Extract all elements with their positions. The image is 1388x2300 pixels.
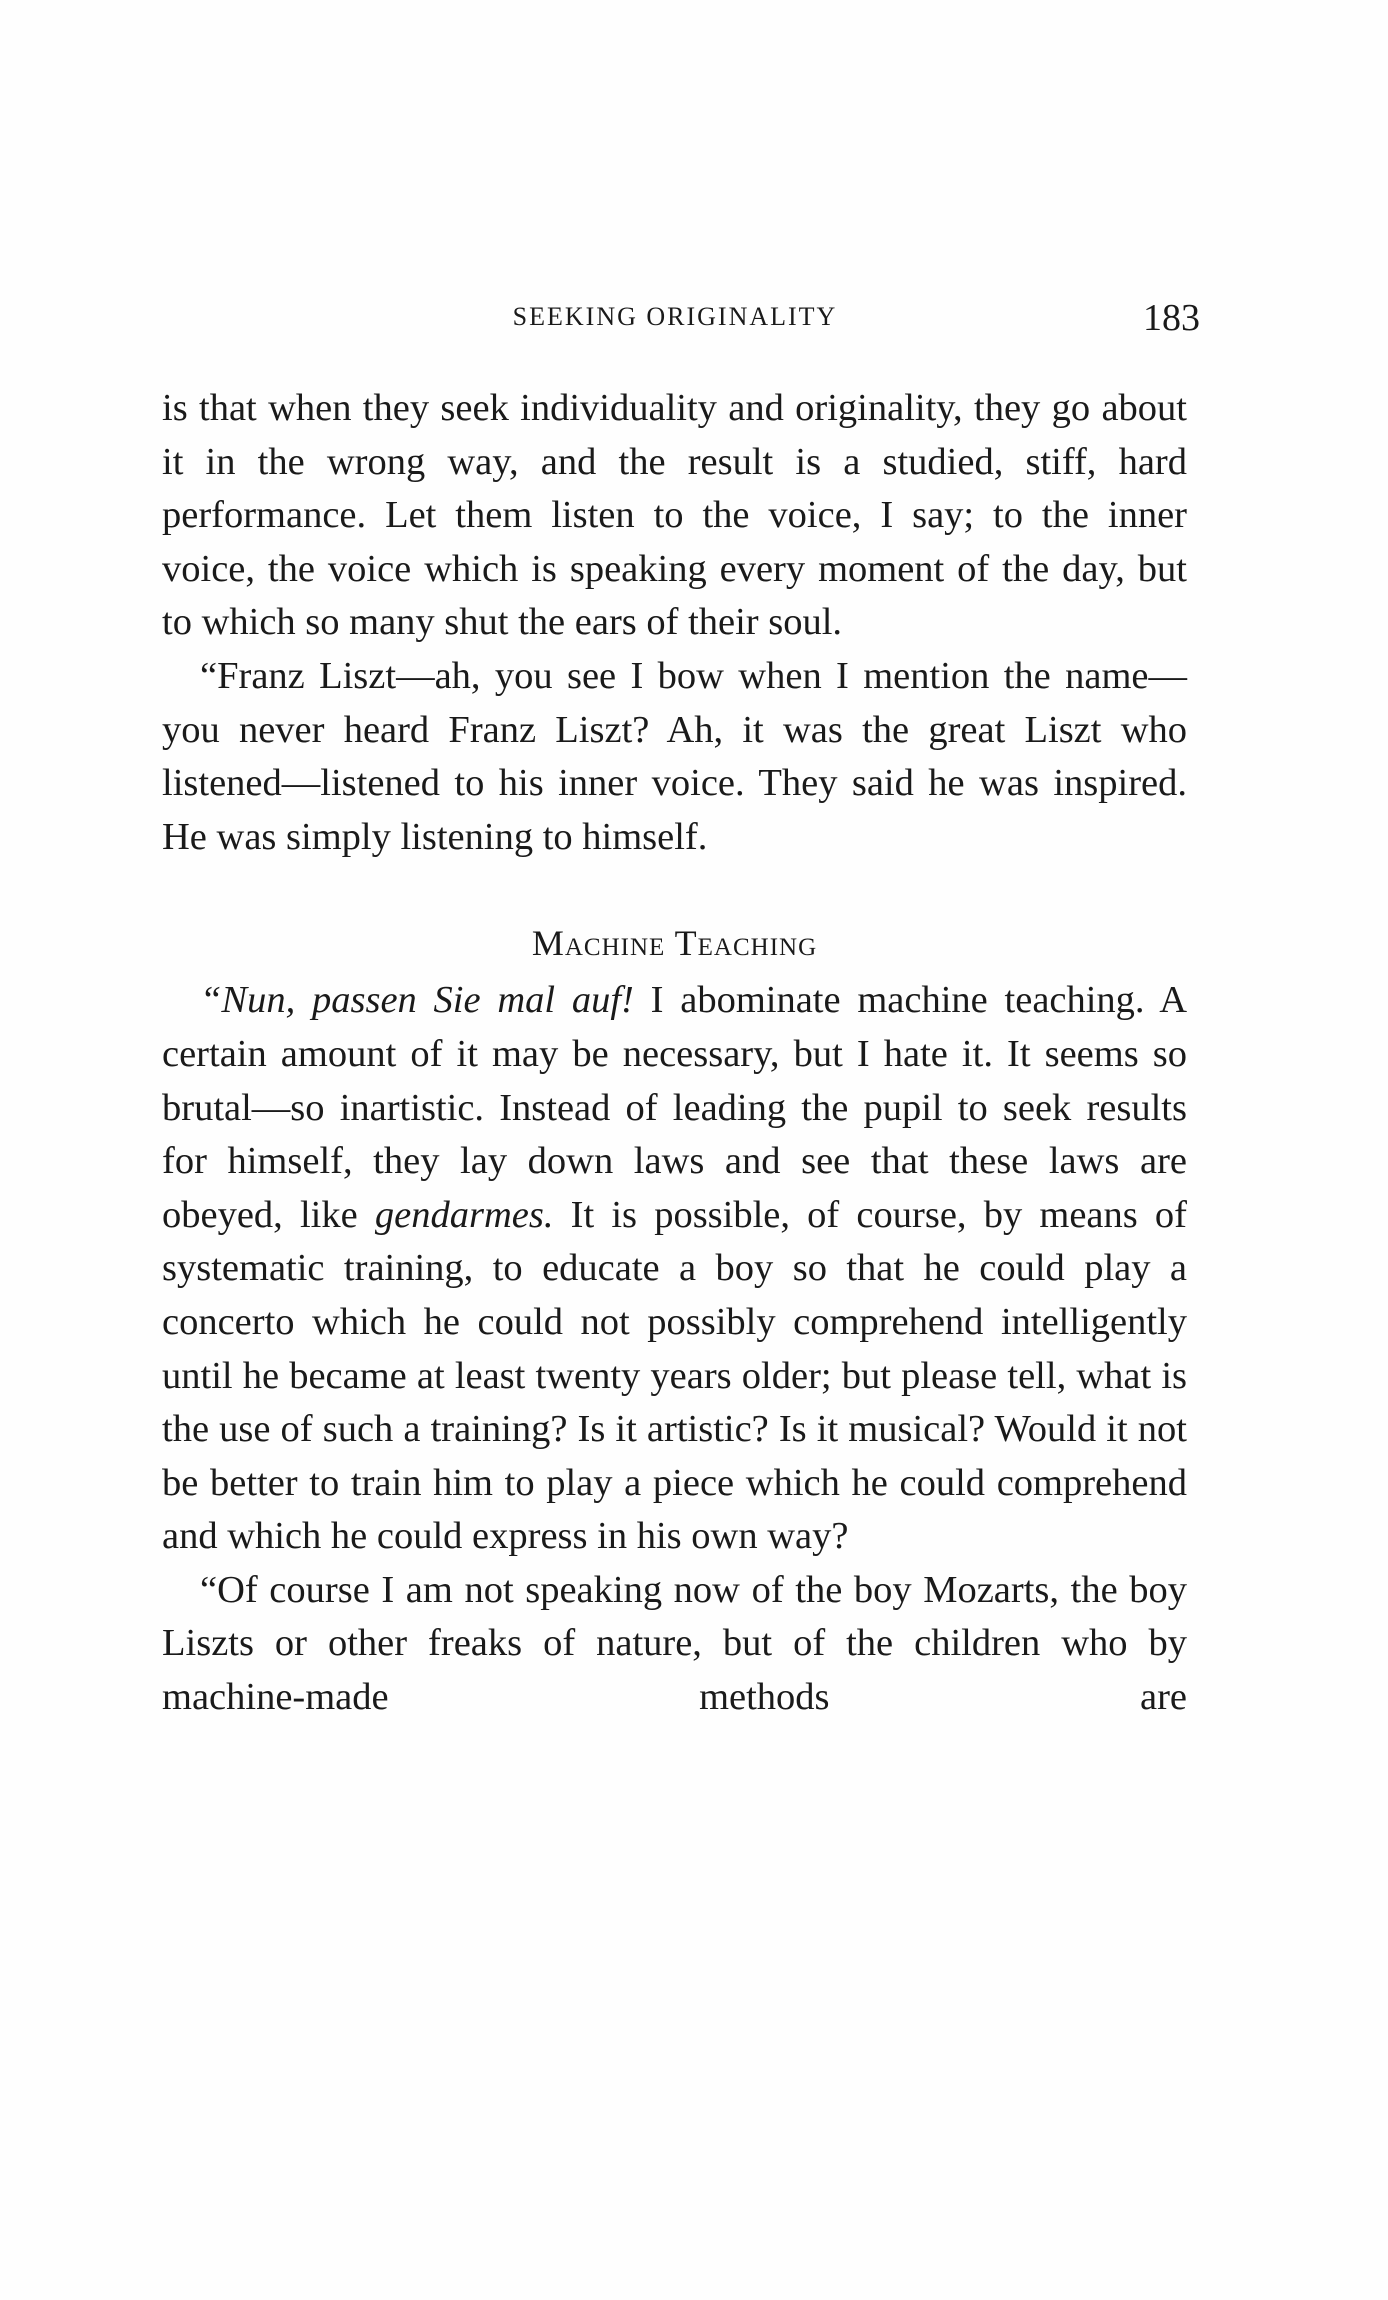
paragraph-of-course: “Of course I am not speaking now of the boy Mozarts, the boy Liszts or other freaks of nature, but of the children who by machine-made methods are xyxy=(162,1568,1187,1719)
paragraph-continuation: is that when they seek individuality and originality, they go about it in the wrong way, and the result is a studied, stiff, hard performance. Let them listen to the voice, I say; to the inner voice, the voice which is speaking every moment of the day, but to which so many shut the ears of their soul. xyxy=(162,387,1187,644)
paragraph-text-b: It is possible, of course, by means of systematic training, to educate a boy so that he could play a concerto which he could not possibly comprehend intelligently until he became at least twenty years older; but please tell, what is the use of such a training? Is it artistic? Is it musical? Would it not be better to train him to play a piece which he could comprehend and which he could express in his own way? xyxy=(162,1193,1187,1558)
paragraph-text-a: I abominate machine teaching. A certain amount of it may be necessary, but I hate it. It seems so brutal—so inartistic. Instead of leading the pupil to seek results for himself, they lay down laws and see that these laws are obeyed, like xyxy=(162,979,1188,1236)
running-title: SEEKING ORIGINALITY xyxy=(512,302,838,331)
italic-gendarmes: gendarmes. xyxy=(374,1193,554,1236)
paragraph-liszt: “Franz Liszt—ah, you see I bow when I mention the name—you never heard Franz Liszt? Ah, it was the great Liszt who listened—listened to his inner voice. They said he was inspired. He was simply listening to himself. xyxy=(162,654,1187,858)
italic-german-phrase: “Nun, passen Sie mal auf! xyxy=(200,979,634,1022)
running-head xyxy=(160,296,1200,346)
page-number: 183 xyxy=(1143,297,1200,339)
section-heading: Machine Teaching xyxy=(531,923,818,964)
page-body xyxy=(162,382,1187,1725)
paragraph-machine-teaching xyxy=(162,974,1187,1564)
